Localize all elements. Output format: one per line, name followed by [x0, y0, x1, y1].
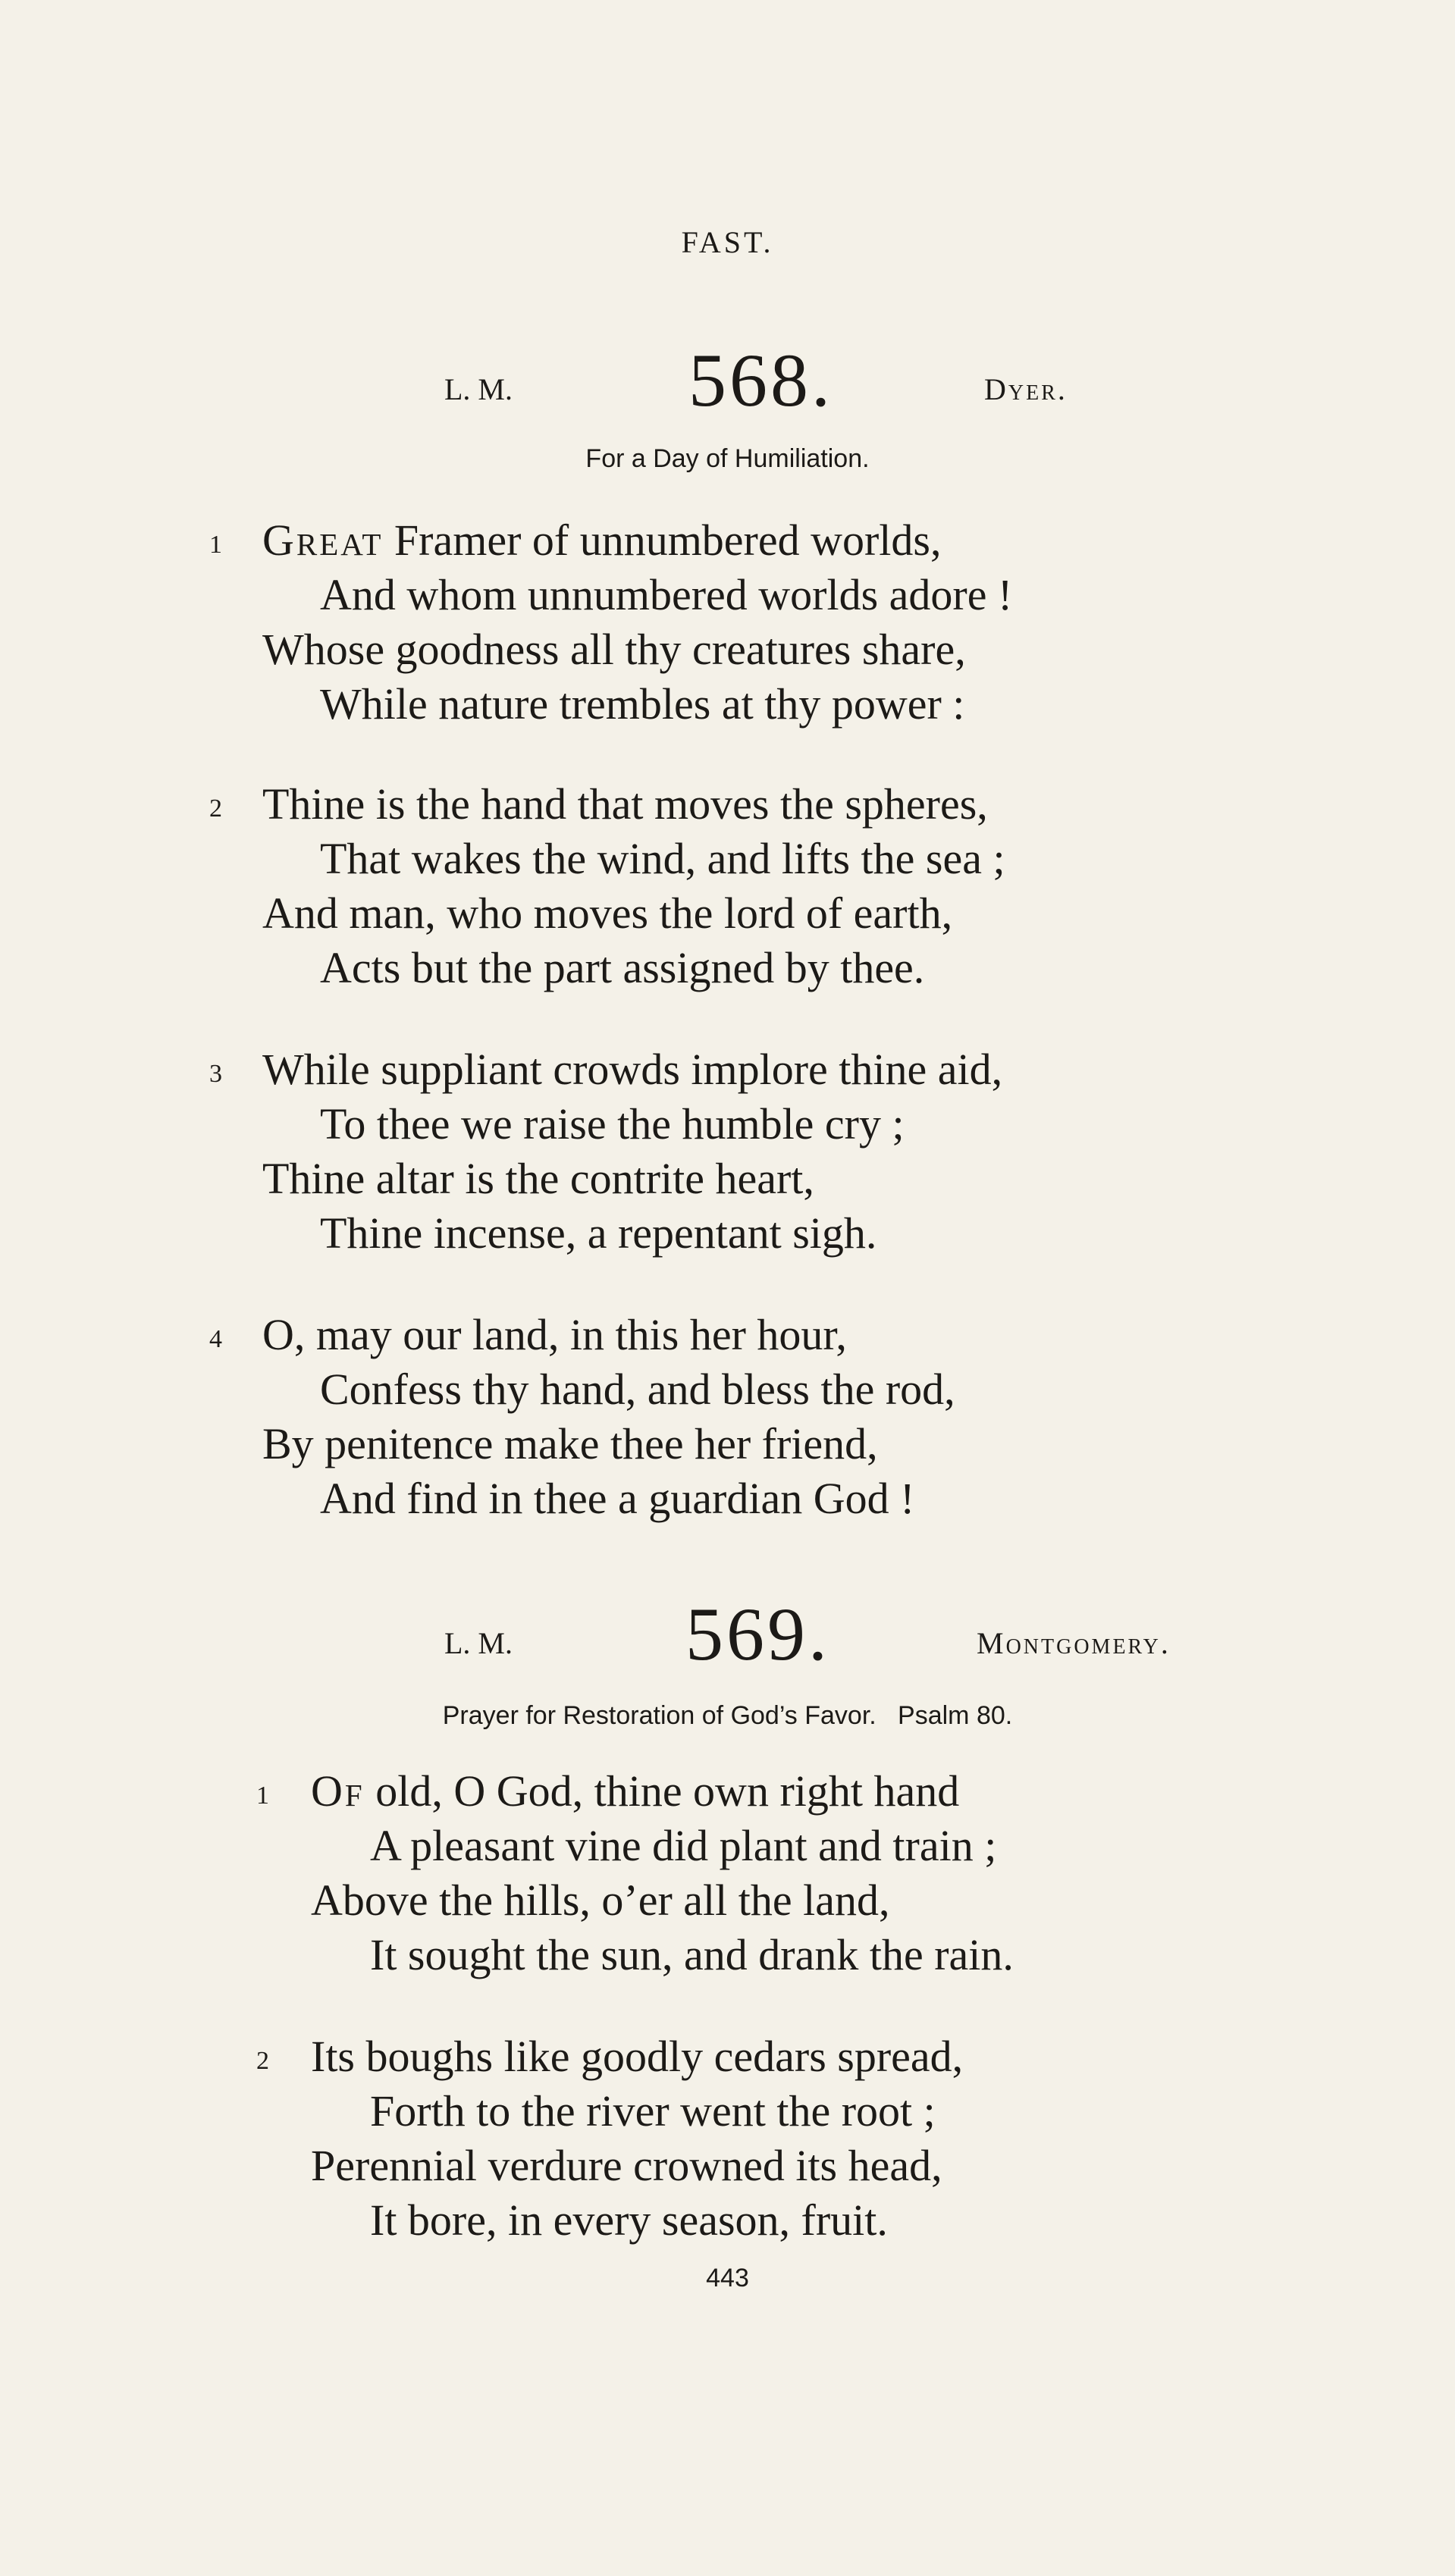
hymn-568-verse-1-line-4: While nature trembles at thy power :: [320, 679, 965, 729]
hymn-568-verse-3-line-1: While suppliant crowds implore thine aid,: [262, 1045, 1003, 1094]
hymn-568-verse-4-line-4: And find in thee a guardian God !: [320, 1474, 915, 1523]
hymn-569-meter: L. M.: [444, 1626, 513, 1660]
hymn-568-verse-1-line-2: And whom unnumbered worlds adore !: [320, 570, 1013, 619]
hymn-568-verse-4-number: 4: [209, 1325, 222, 1353]
hymn-569-verse-1-line-2: A pleasant vine did plant and train ;: [370, 1821, 997, 1870]
hymn-568-verse-4-line-1: O, may our land, in this her hour,: [262, 1310, 847, 1359]
hymn-569-verse-2-number: 2: [256, 2047, 269, 2075]
hymn-568-meter: L. M.: [444, 372, 513, 406]
hymn-569-verse-1-number: 1: [256, 1782, 269, 1810]
hymn-569-verse-1-line-1: [311, 1766, 960, 1816]
hymn-568-verse-3-line-2: To thee we raise the humble cry ;: [320, 1099, 905, 1149]
hymn-568-number: 568.: [688, 338, 833, 422]
hymn-569-verse-1-first-word: Of: [311, 1766, 365, 1816]
hymn-568-verse-4-line-3: By penitence make thee her friend,: [262, 1419, 878, 1468]
hymn-569-verse-2-line-1: Its boughs like goodly cedars spread,: [311, 2032, 964, 2081]
hymn-568-verse-3-line-3: Thine altar is the contrite heart,: [262, 1154, 814, 1203]
page-number: 443: [706, 2264, 749, 2292]
hymn-568-verse-2-line-3: And man, who moves the lord of earth,: [262, 888, 953, 938]
hymn-569-verse-2-line-2: Forth to the river went the root ;: [370, 2086, 936, 2136]
hymn-568-verse-4-line-2: Confess thy hand, and bless the rod,: [320, 1365, 955, 1414]
hymn-568-verse-2-line-4: Acts but the part assigned by thee.: [320, 943, 925, 992]
hymn-569-verse-2-line-3: Perennial verdure crowned its head,: [311, 2141, 942, 2190]
hymn-569-title: Prayer for Restoration of God’s Favor. Psalm 80.: [442, 1701, 1013, 1730]
hymn-568-verse-3-line-4: Thine incense, a repentant sigh.: [320, 1208, 877, 1258]
hymn-568-verse-3-number: 3: [209, 1060, 222, 1088]
hymn-568-verse-1-number: 1: [209, 531, 222, 559]
hymn-568-tune: Dyer.: [984, 372, 1068, 406]
hymn-569-verse-1-line-4: It sought the sun, and drank the rain.: [370, 1930, 1014, 1979]
hymn-568-title: For a Day of Humiliation.: [585, 444, 870, 473]
hymn-568-verse-2-line-1: Thine is the hand that moves the spheres,: [262, 779, 988, 829]
hymn-568-verse-2-line-2: That wakes the wind, and lifts the sea ;: [320, 834, 1005, 883]
hymn-569-verse-1-line-1-rest: old, O God, thine own right hand: [364, 1766, 960, 1816]
running-head: FAST.: [681, 225, 774, 259]
hymn-569-verse-1-line-3: Above the hills, o’er all the land,: [311, 1876, 890, 1925]
hymn-568-verse-1-line-1: [262, 516, 942, 565]
hymn-569-verse-2-line-4: It bore, in every season, fruit.: [370, 2195, 888, 2245]
hymn-568-verse-1-first-word: Great: [262, 516, 384, 565]
hymn-569-number: 569.: [685, 1592, 830, 1676]
hymn-568-verse-1-line-3: Whose goodness all thy creatures share,: [262, 625, 966, 674]
hymn-568-verse-2-number: 2: [209, 794, 222, 823]
hymn-568-verse-1-line-1-rest: Framer of unnumbered worlds,: [383, 516, 942, 565]
hymn-569-tune: Montgomery.: [977, 1626, 1171, 1660]
